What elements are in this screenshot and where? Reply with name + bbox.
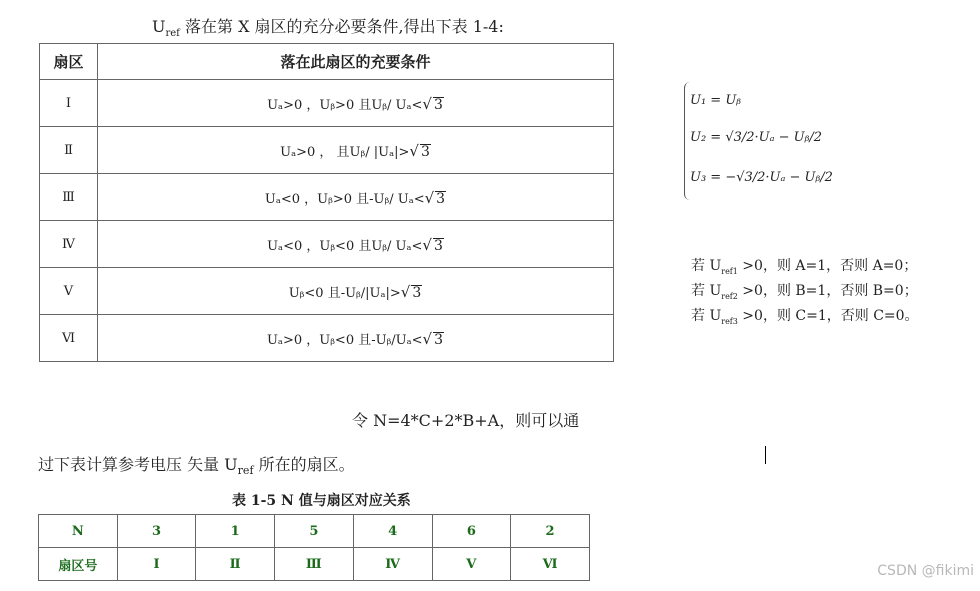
table-cell: Ⅵ: [511, 548, 590, 581]
table-cell: Ⅴ: [432, 548, 511, 581]
document-heading: $U_{ref}$ 落在第 X 扇区的充分必要条件,得出下表 1-4:: [152, 17, 504, 40]
table-row: [40, 268, 614, 315]
sector-cell: Ⅰ: [40, 80, 98, 127]
header-sector: 扇区: [40, 44, 98, 80]
paragraph-sector-calc: 过下表计算参考电压 矢量 $U_{ref}$ 所在的扇区。: [38, 455, 355, 478]
table-cell: 1: [196, 515, 275, 548]
condition-cell: Uₐ>0 ，Uᵦ>0 且Uᵦ/ Uₐ<√ 3: [98, 80, 614, 127]
condition-cell: Uᵦ<0 且-Uᵦ/|Uₐ|>√ 3: [98, 268, 614, 315]
table-cell: Ⅰ: [117, 548, 196, 581]
table-row: [39, 515, 590, 548]
equation-u3: U₃ = −√3/2·Uₐ − Uᵦ/2: [690, 170, 833, 185]
sector-cell: Ⅴ: [40, 268, 98, 315]
condition-cell: Uₐ<0 ，Uᵦ>0 且-Uᵦ/ Uₐ<√ 3: [98, 174, 614, 221]
rule-a: 若 $U_{ref1} >0$，则 A=1，否则 A=0；: [691, 258, 918, 276]
table-caption: 表 1-5 N 值与扇区对应关系: [232, 493, 411, 509]
table-row: [40, 221, 614, 268]
condition-cell: Uₐ<0 ，Uᵦ<0 且Uᵦ/ Uₐ<√ 3: [98, 221, 614, 268]
sector-cell: Ⅳ: [40, 221, 98, 268]
text-cursor: [765, 446, 766, 464]
table-cell: Ⅱ: [196, 548, 275, 581]
condition-cell: Uₐ>0 ，Uᵦ<0 且-Uᵦ/Uₐ<√ 3: [98, 315, 614, 362]
table-cell: 5: [274, 515, 353, 548]
sector-cell: Ⅵ: [40, 315, 98, 362]
table-cell: 6: [432, 515, 511, 548]
table-header-row: [40, 44, 614, 80]
rule-c: 若 $U_{ref3} >0$，则 C=1，否则 C=0。: [691, 308, 919, 326]
table-cell: 3: [117, 515, 196, 548]
table-cell: Ⅲ: [274, 548, 353, 581]
table-cell: 4: [353, 515, 432, 548]
equation-u1: U₁ = Uᵦ: [690, 93, 742, 108]
rule-b: 若 $U_{ref2} >0$，则 B=1，否则 B=0；: [691, 283, 918, 301]
n-sector-table: [38, 514, 590, 581]
watermark: CSDN @fikimi: [877, 563, 974, 579]
table-cell: Ⅳ: [353, 548, 432, 581]
condition-cell: Uₐ>0 ， 且Uᵦ/ |Uₐ|>√ 3: [98, 127, 614, 174]
table-row: [40, 174, 614, 221]
sector-conditions-table: [39, 43, 614, 362]
sector-cell: Ⅲ: [40, 174, 98, 221]
paragraph-n-formula: 令 N=4*C+2*B+A，则可以通: [352, 411, 580, 430]
table-row: [39, 548, 590, 581]
table-cell: N: [39, 515, 118, 548]
table-row: [40, 80, 614, 127]
equation-u2: U₂ = √3/2·Uₐ − Uᵦ/2: [690, 130, 822, 145]
table-cell: 2: [511, 515, 590, 548]
table-cell: 扇区号: [39, 548, 118, 581]
table-row: [40, 127, 614, 174]
table-row: [40, 315, 614, 362]
sector-cell: Ⅱ: [40, 127, 98, 174]
header-condition: 落在此扇区的充要条件: [98, 44, 614, 80]
